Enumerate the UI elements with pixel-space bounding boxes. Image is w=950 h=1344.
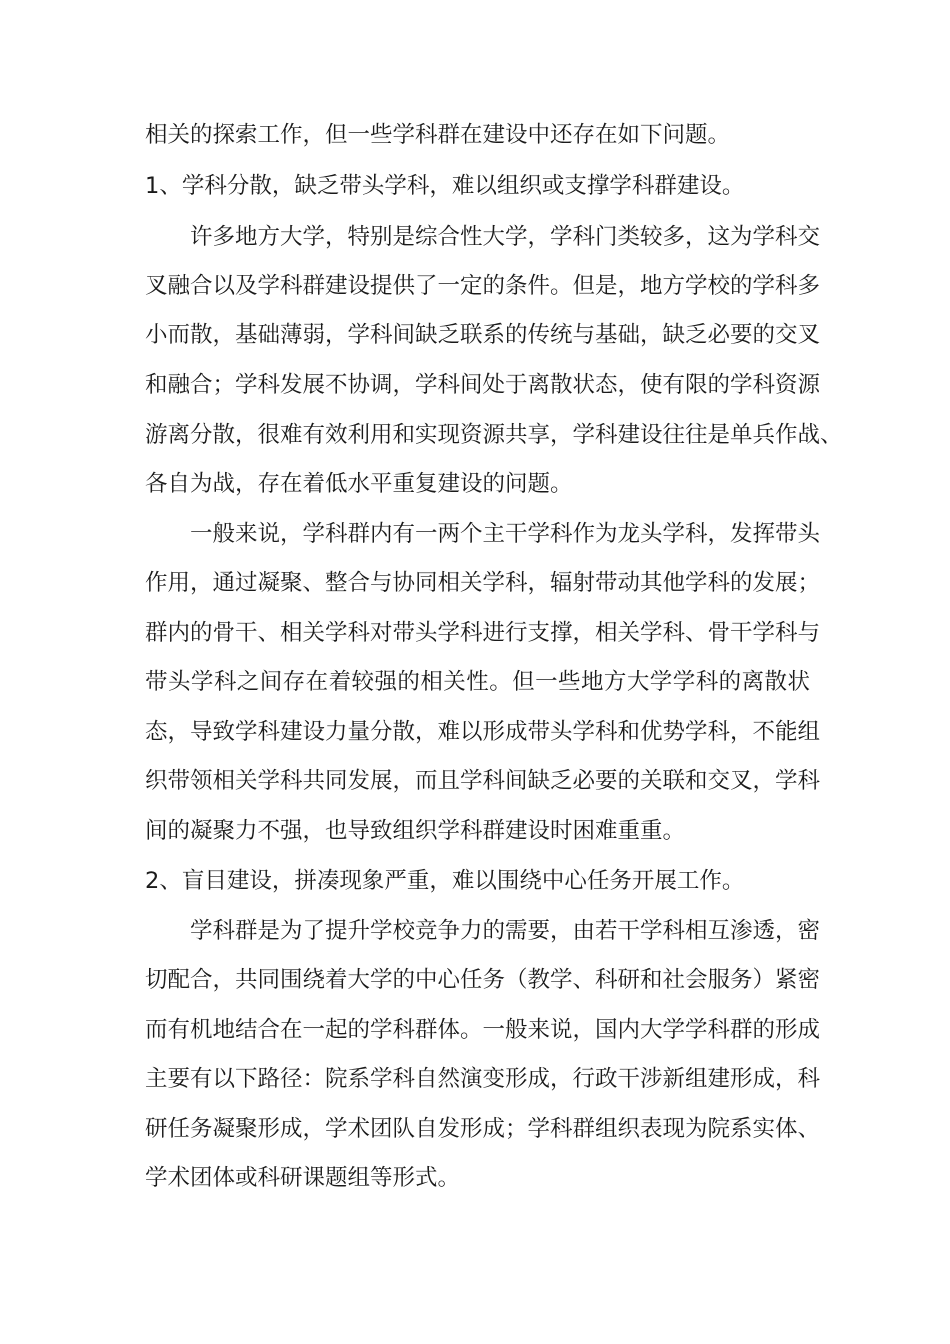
text-line: 各自为战，存在着低水平重复建设的问题。 bbox=[145, 471, 573, 497]
text-line: 主要有以下路径：院系学科自然演变形成，行政干涉新组建形成，科 bbox=[145, 1066, 821, 1092]
text-line: 间的凝聚力不强，也导致组织学科群建设时困难重重。 bbox=[145, 818, 686, 844]
text-line: 游离分散，很难有效利用和实现资源共享，学科建设往往是单兵作战、 bbox=[145, 422, 843, 448]
text-line: 研任务凝聚形成，学术团队自发形成；学科群组织表现为院系实体、 bbox=[145, 1116, 821, 1142]
text-line: 许多地方大学，特别是综合性大学，学科门类较多，这为学科交 bbox=[190, 224, 821, 250]
text-line: 作用，通过凝聚、整合与协同相关学科，辐射带动其他学科的发展； bbox=[145, 570, 821, 596]
text-line: 叉融合以及学科群建设提供了一定的条件。但是，地方学校的学科多 bbox=[145, 273, 821, 299]
text-line: 一般来说，学科群内有一两个主干学科作为龙头学科，发挥带头 bbox=[190, 521, 821, 547]
text-line: 学术团体或科研课题组等形式。 bbox=[145, 1165, 461, 1191]
text-line: 织带领相关学科共同发展，而且学科间缺乏必要的关联和交叉，学科 bbox=[145, 768, 821, 794]
text-line: 和融合；学科发展不协调，学科间处于离散状态，使有限的学科资源 bbox=[145, 372, 821, 398]
text-line: 带头学科之间存在着较强的相关性。但一些地方大学学科的离散状 bbox=[145, 669, 810, 695]
text-line: 群内的骨干、相关学科对带头学科进行支撑，相关学科、骨干学科与 bbox=[145, 620, 821, 646]
section-heading-2: 2、盲目建设，拼凑现象严重，难以围绕中心任务开展工作。 bbox=[145, 868, 745, 894]
text-line: 态，导致学科建设力量分散，难以形成带头学科和优势学科，不能组 bbox=[145, 719, 821, 745]
text-line: 而有机地结合在一起的学科群体。一般来说，国内大学学科群的形成 bbox=[145, 1017, 821, 1043]
text-line: 小而散，基础薄弱，学科间缺乏联系的传统与基础，缺乏必要的交叉 bbox=[145, 322, 821, 348]
text-line: 切配合，共同围绕着大学的中心任务（教学、科研和社会服务）紧密 bbox=[145, 967, 821, 993]
text-line: 学科群是为了提升学校竞争力的需要，由若干学科相互渗透，密 bbox=[190, 918, 821, 944]
section-heading-1: 1、学科分散，缺乏带头学科，难以组织或支撑学科群建设。 bbox=[145, 173, 745, 199]
text-line: 相关的探索工作，但一些学科群在建设中还存在如下问题。 bbox=[145, 122, 731, 148]
